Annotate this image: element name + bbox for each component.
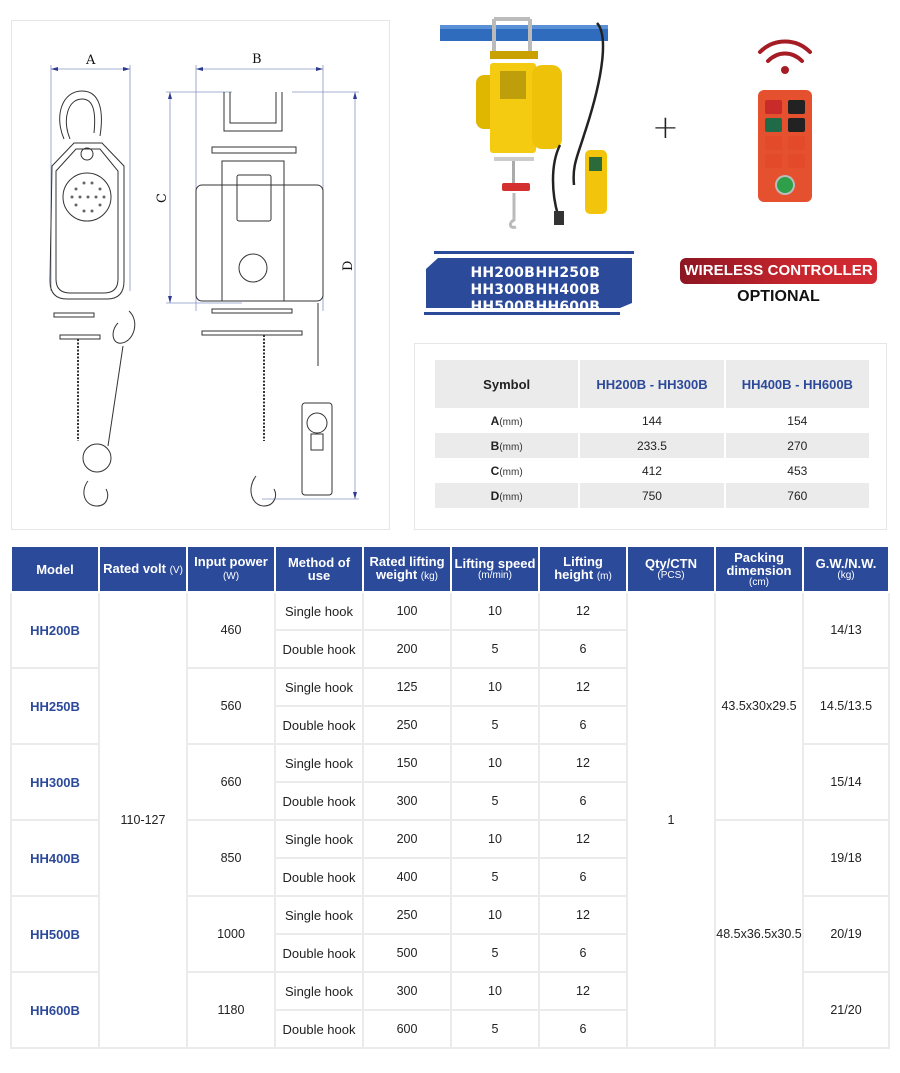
lifting-speed: 5 (451, 934, 539, 972)
lifting-height: 6 (539, 630, 627, 668)
model-name: HH200B (11, 592, 99, 668)
model-name: HH300B (11, 744, 99, 820)
gross-net-weight: 15/14 (803, 744, 889, 820)
symbol: C (490, 463, 500, 478)
rated-lifting-weight: 500 (363, 934, 451, 972)
lifting-height: 6 (539, 706, 627, 744)
value: 144 (641, 413, 662, 428)
banner-model: HH600B (535, 299, 601, 315)
lifting-speed: 10 (451, 972, 539, 1010)
column-header-group-1: HH200B - HH300B (580, 360, 723, 408)
dimension-table-panel (414, 343, 887, 530)
dimension-label-b: B (252, 52, 262, 67)
method-of-use: Single hook (275, 668, 363, 706)
input-power: 1180 (187, 972, 275, 1048)
unit: (mm) (499, 491, 523, 503)
dimension-table (433, 360, 871, 508)
symbol: B (490, 438, 500, 453)
banner-model: HH200B (470, 265, 535, 281)
value: 760 (726, 483, 869, 508)
method-of-use: Double hook (275, 706, 363, 744)
gross-net-weight: 20/19 (803, 896, 889, 972)
column-header-lifting-height: Lifting height (m) (539, 546, 627, 592)
model-list (438, 265, 628, 316)
hoist-product-photo (432, 15, 632, 245)
value: 233.5 (580, 433, 723, 458)
lifting-height: 12 (539, 820, 627, 858)
value: 453 (787, 463, 808, 478)
symbol: A (490, 413, 500, 428)
rated-volt: 110-127 (99, 592, 187, 1048)
rated-lifting-weight: 200 (363, 630, 451, 668)
technical-drawing (11, 20, 390, 530)
table-row (435, 483, 869, 508)
input-power: 560 (187, 668, 275, 744)
dimension-label-a: A (86, 53, 96, 68)
gross-net-weight: 14.5/13.5 (803, 668, 889, 744)
column-header-symbol: Symbol (435, 360, 578, 408)
symbol: D (490, 488, 500, 503)
lifting-speed: 10 (451, 744, 539, 782)
model-name: HH250B (11, 668, 99, 744)
method-of-use: Single hook (275, 896, 363, 934)
rated-lifting-weight: 300 (363, 782, 451, 820)
electric-hoist-icon (432, 15, 632, 245)
wireless-remote-icon (740, 38, 830, 208)
banner-model: HH500B (470, 299, 535, 315)
banner-model: HH300B (470, 282, 535, 298)
rated-lifting-weight: 150 (363, 744, 451, 782)
table-row (435, 433, 869, 458)
lifting-speed: 10 (451, 896, 539, 934)
rated-lifting-weight: 600 (363, 1010, 451, 1048)
table-row (435, 408, 869, 433)
unit: (mm) (499, 466, 523, 478)
method-of-use: Single hook (275, 592, 363, 630)
column-header-lifting-speed: Lifting speed (m/min) (451, 546, 539, 592)
lifting-speed: 10 (451, 820, 539, 858)
banner-model: HH400B (535, 282, 601, 298)
method-of-use: Double hook (275, 782, 363, 820)
wireless-remote-image (740, 38, 830, 208)
lifting-height: 6 (539, 782, 627, 820)
value: 750 (580, 483, 723, 508)
unit: (mm) (499, 416, 523, 428)
rated-lifting-weight: 200 (363, 820, 451, 858)
method-of-use: Single hook (275, 744, 363, 782)
dimension-label-c: C (155, 193, 170, 203)
packing-dimension: 48.5x36.5x30.5 (715, 820, 803, 1048)
lifting-height: 12 (539, 592, 627, 630)
lifting-height: 12 (539, 972, 627, 1010)
model-name: HH500B (11, 896, 99, 972)
lifting-speed: 5 (451, 706, 539, 744)
wireless-controller-badge: WIRELESS CONTROLLER (680, 258, 877, 284)
method-of-use: Double hook (275, 858, 363, 896)
method-of-use: Double hook (275, 1010, 363, 1048)
lifting-height: 6 (539, 858, 627, 896)
lifting-height: 6 (539, 1010, 627, 1048)
method-of-use: Single hook (275, 820, 363, 858)
input-power: 850 (187, 820, 275, 896)
input-power: 660 (187, 744, 275, 820)
method-of-use: Double hook (275, 630, 363, 668)
rated-lifting-weight: 300 (363, 972, 451, 1010)
column-header-packing-dimension: Packing dimension (cm) (715, 546, 803, 592)
gross-net-weight: 14/13 (803, 592, 889, 668)
column-header-input-power: Input power (W) (187, 546, 275, 592)
specification-table (10, 545, 890, 1049)
lifting-speed: 10 (451, 668, 539, 706)
column-header-gw-nw: G.W./N.W. (kg) (803, 546, 889, 592)
input-power: 1000 (187, 896, 275, 972)
value: 154 (787, 413, 808, 428)
lifting-speed: 10 (451, 592, 539, 630)
banner-model: HH250B (535, 265, 601, 281)
packing-dimension: 43.5x30x29.5 (715, 592, 803, 820)
lifting-height: 12 (539, 668, 627, 706)
lifting-height: 12 (539, 896, 627, 934)
plus-sign: + (652, 108, 679, 146)
column-header-group-2: HH400B - HH600B (726, 360, 869, 408)
method-of-use: Double hook (275, 934, 363, 972)
rated-lifting-weight: 250 (363, 896, 451, 934)
rated-lifting-weight: 125 (363, 668, 451, 706)
gross-net-weight: 21/20 (803, 972, 889, 1048)
lifting-speed: 5 (451, 1010, 539, 1048)
input-power: 460 (187, 592, 275, 668)
model-name: HH400B (11, 820, 99, 896)
table-row (435, 458, 869, 483)
gross-net-weight: 19/18 (803, 820, 889, 896)
optional-label: OPTIONAL (737, 288, 820, 305)
column-header-qty-ctn: Qty/CTN (PCS) (627, 546, 715, 592)
table-row (11, 592, 889, 630)
column-header-rated-volt: Rated volt (V) (99, 546, 187, 592)
lifting-speed: 5 (451, 782, 539, 820)
qty-per-carton: 1 (627, 592, 715, 1048)
column-header-lifting-weight: Rated lifting weight (kg) (363, 546, 451, 592)
lifting-speed: 5 (451, 858, 539, 896)
rated-lifting-weight: 100 (363, 592, 451, 630)
wifi-signal-icon (760, 42, 810, 62)
model-name: HH600B (11, 972, 99, 1048)
column-header-method: Method of use (275, 546, 363, 592)
lifting-speed: 5 (451, 630, 539, 668)
lifting-height: 6 (539, 934, 627, 972)
unit: (mm) (499, 441, 523, 453)
rated-lifting-weight: 400 (363, 858, 451, 896)
value: 270 (726, 433, 869, 458)
value: 412 (641, 463, 662, 478)
dimension-label-d: D (341, 260, 356, 271)
hoist-dimension-drawing (12, 21, 391, 531)
lifting-height: 12 (539, 744, 627, 782)
model-banner (424, 251, 634, 315)
rated-lifting-weight: 250 (363, 706, 451, 744)
method-of-use: Single hook (275, 972, 363, 1010)
column-header-model: Model (11, 546, 99, 592)
